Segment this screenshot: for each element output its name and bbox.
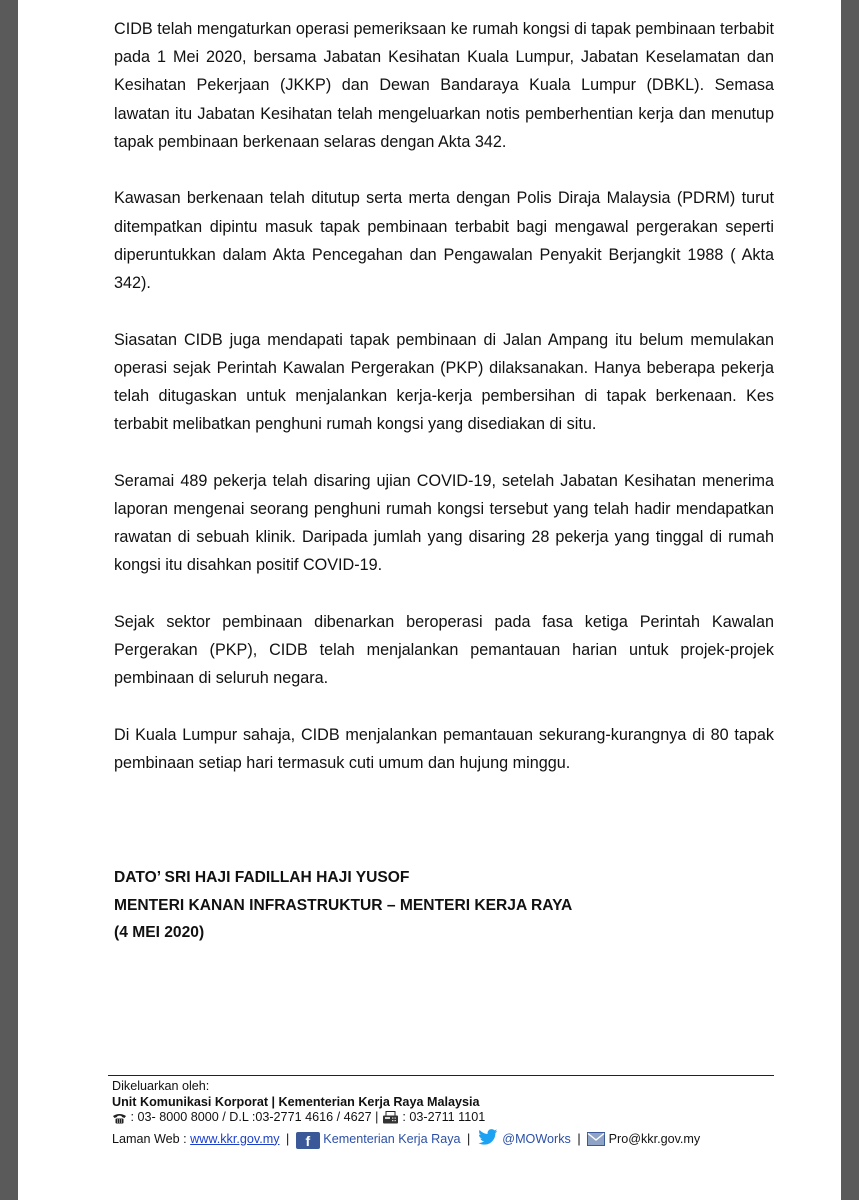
- fax-icon: [382, 1111, 399, 1129]
- paragraph-4: Seramai 489 pekerja telah disaring ujian COVID-19, setelah Jabatan Kesihatan menerima laporan mengenai seorang penghuni rumah kongsi tersebut yang telah hadir mendapatkan rawatan di sebuah klinik. Daripada jumlah yang disaring 28 pekerja yang tinggal di rumah kongsi itu disahkan positif COVID-19.: [114, 471, 774, 575]
- signatory-position: MENTERI KANAN INFRASTRUKTUR – MENTERI KERJA RAYA: [114, 896, 573, 914]
- paragraph-5: Sejak sektor pembinaan dibenarkan beroperasi pada fasa ketiga Perintah Kawalan Pergerakan (PKP), CIDB telah menjalankan pemantauan harian untuk projek-projek pembinaan di seluruh negara.: [114, 613, 774, 688]
- website-label: Laman Web :: [112, 1131, 187, 1146]
- footer-divider: [108, 1075, 774, 1076]
- footer: [112, 1079, 700, 1150]
- issuing-unit: Unit Komunikasi Korporat | Kementerian Kerja Raya Malaysia: [112, 1094, 480, 1109]
- twitter-handle[interactable]: @MOWorks: [502, 1131, 571, 1146]
- phone-icon: [112, 1113, 127, 1129]
- separator: |: [577, 1131, 581, 1146]
- phone-numbers: : 03- 8000 8000 / D.L :03-2771 4616 / 4627 |: [130, 1110, 379, 1124]
- email-address[interactable]: Pro@kkr.gov.my: [608, 1131, 701, 1146]
- online-contacts-row: [112, 1129, 700, 1151]
- signatory-name: DATO’ SRI HAJI FADILLAH HAJI YUSOF: [114, 869, 410, 886]
- twitter-icon[interactable]: [477, 1129, 499, 1151]
- email-icon[interactable]: [587, 1132, 605, 1151]
- paragraph-1: CIDB telah mengaturkan operasi pemeriksaan ke rumah kongsi di tapak pembinaan terbabit pada 1 Mei 2020, bersama Jabatan Kesihatan Kuala Lumpur, Jabatan Keselamatan dan Kesihatan Pekerjaan (JKKP) dan Dewan Bandaraya Kuala Lumpur (DBKL). Semasa lawatan itu Jabatan Kesihatan telah mengeluarkan notis pemberhentian kerja dan menutup tapak pembinaan berkenaan selaras dengan Akta 342.: [114, 20, 774, 151]
- paragraph-2: Kawasan berkenaan telah ditutup serta merta dengan Polis Diraja Malaysia (PDRM) turut ditempatkan dipintu masuk tapak pembinaan terbabit bagi mengawal pergerakan seperti diperuntukkan dalam Akta Pencegahan dan Pengawalan Penyakit Berjangkit 1988 ( Akta 342).: [114, 189, 774, 293]
- issued-by-label: Dikeluarkan oleh:: [112, 1079, 210, 1093]
- website-link[interactable]: www.kkr.gov.my: [190, 1131, 280, 1146]
- signature-block: [114, 864, 572, 947]
- separator: |: [286, 1131, 290, 1146]
- document-page: [18, 0, 841, 1200]
- separator: |: [467, 1131, 471, 1146]
- contact-row: [112, 1110, 700, 1129]
- press-statement-body: [114, 15, 774, 806]
- paragraph-3: Siasatan CIDB juga mendapati tapak pembinaan di Jalan Ampang itu belum memulakan operasi sejak Perintah Kawalan Pergerakan (PKP) dilaksanakan. Hanya beberapa pekerja telah ditugaskan untuk menjalankan kerja-kerja pembersihan di tapak berkenaan. Kes terbabit melibatkan penghuni rumah kongsi yang disediakan di situ.: [114, 330, 774, 434]
- facebook-icon[interactable]: f: [296, 1132, 320, 1149]
- statement-date: (4 MEI 2020): [114, 924, 205, 941]
- paragraph-6: Di Kuala Lumpur sahaja, CIDB menjalankan pemantauan sekurang-kurangnya di 80 tapak pembinaan setiap hari termasuk cuti umum dan hujung minggu.: [114, 726, 774, 773]
- fax-number: : 03-2711 1101: [402, 1110, 486, 1124]
- facebook-page-link[interactable]: Kementerian Kerja Raya: [323, 1131, 461, 1146]
